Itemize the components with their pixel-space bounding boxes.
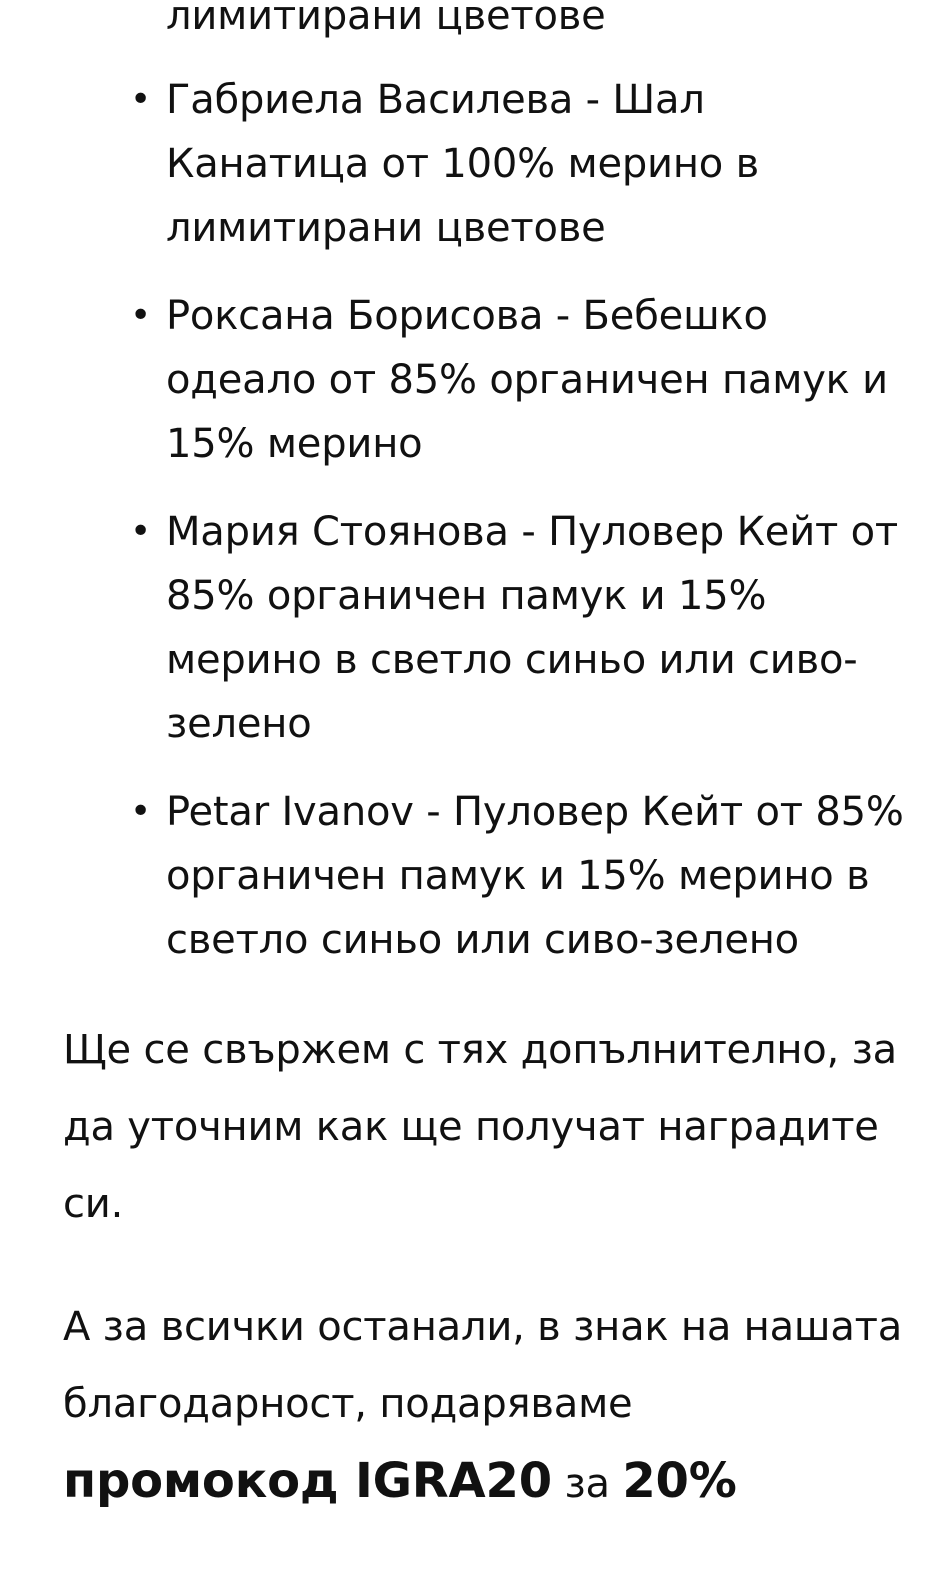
winner-item-text: Мария Стоянова - Пуловер Кейт от 85% органичен памук и 15% мерино в светло синьо или сиво-зелено (166, 509, 898, 747)
promo-paragraph (0, 1289, 945, 1523)
winner-item-continued (0, 0, 945, 48)
promo-connector: за (564, 1461, 610, 1507)
winner-item-text: Габриела Василева - Шал Канатица от 100% мерино в лимитирани цветове (166, 77, 759, 251)
winner-item (0, 68, 945, 260)
winner-item-text: Petar Ivanov - Пуловер Кейт от 85% органичен памук и 15% мерино в светло синьо или сиво-зелено (166, 789, 904, 963)
bullet-icon: • (130, 791, 152, 832)
bullet-icon: • (130, 295, 152, 336)
promo-lead-text: А за всички останали, в знак на нашата благодарност, подаряваме (63, 1304, 903, 1427)
winner-item (0, 500, 945, 756)
promo-discount: 20% (622, 1453, 737, 1509)
bullet-icon: • (130, 511, 152, 552)
winner-item-text: Роксана Борисова - Бебешко одеало от 85% органичен памук и 15% мерино (166, 293, 888, 467)
winner-item (0, 780, 945, 972)
bullet-icon: • (130, 79, 152, 120)
winner-item-text: лимитирани цветове (166, 0, 606, 39)
contact-paragraph: Ще се свържем с тях допълнително, за да уточним как ще получат наградите си. (63, 1027, 897, 1227)
winner-item (0, 284, 945, 476)
promo-code: промокод IGRA20 (63, 1453, 552, 1509)
